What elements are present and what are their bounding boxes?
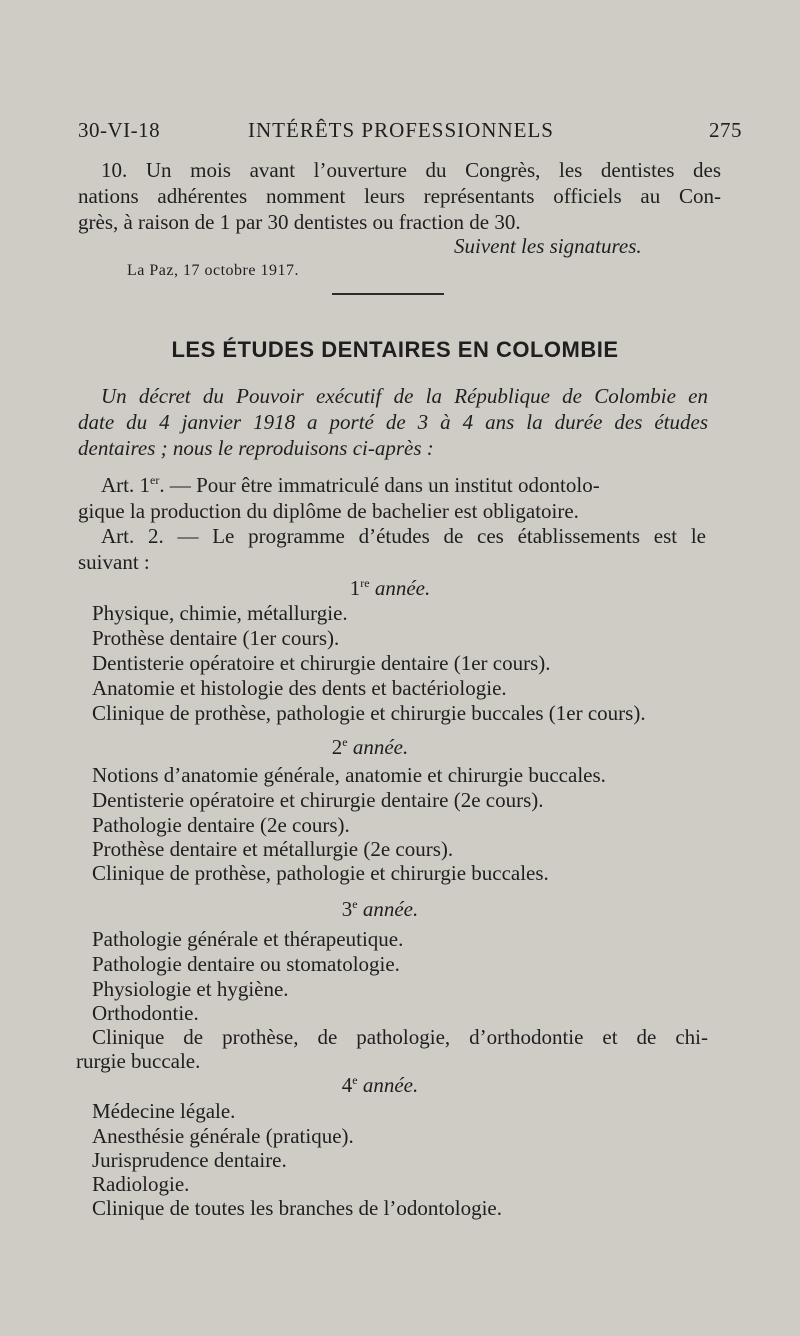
year-3-heading [310,896,450,922]
year-3-item: Orthodontie. [92,1001,199,1025]
page-number: 275 [709,118,742,142]
intro-line-3: grès, à raison de 1 par 30 dentistes ou fraction de 30. [78,210,521,234]
year-1-sup: re [360,576,370,590]
article-1-rest: . — Pour être immatriculé dans un institut odontolo- [159,473,600,497]
year-1-label: année. [374,576,431,600]
year-3-sup: e [352,897,358,911]
year-3-item: Physiologie et hygiène. [92,977,289,1001]
running-header [78,118,742,148]
place-date: La Paz, 17 octobre 1917. [127,262,299,279]
article-1-prefix: Art. 1 [101,473,150,497]
year-2-item: Dentisterie opératoire et chirurgie dentaire (2e cours). [92,788,544,812]
decree-line-1: Un décret du Pouvoir exécutif de la République de Colombie en [101,384,708,408]
article-1-line-1 [101,472,721,498]
year-4-item: Médecine légale. [92,1099,236,1123]
year-3-item: Pathologie dentaire ou stomatologie. [92,952,400,976]
year-4-heading [310,1072,450,1098]
year-2-item: Clinique de prothèse, pathologie et chirurgie buccales. [92,861,549,885]
header-date: 30-VI-18 [78,118,161,142]
year-1-item: Clinique de prothèse, pathologie et chirurgie buccales (1er cours). [92,701,646,725]
year-4-item: Anesthésie générale (pratique). [92,1124,354,1148]
year-4-item: Jurisprudence dentaire. [92,1148,287,1172]
year-1-item: Dentisterie opératoire et chirurgie dentaire (1er cours). [92,651,551,675]
year-1-item: Physique, chimie, métallurgie. [92,601,348,625]
intro-line-2: nations adhérentes nomment leurs représentants officiels au Con- [78,184,721,208]
intro-line-1: 10. Un mois avant l’ouverture du Congrès, les dentistes des [101,158,721,182]
article-1-sup: er [150,473,160,487]
year-3-num: 3 [341,897,353,921]
year-3-item: Pathologie générale et thérapeutique. [92,927,404,951]
year-2-item: Notions d’anatomie générale, anatomie et chirurgie buccales. [92,763,606,787]
year-3-item: Clinique de prothèse, de pathologie, d’orthodontie et de chi- [92,1025,708,1049]
year-3-label: année. [362,897,419,921]
year-2-item: Pathologie dentaire (2e cours). [92,813,350,837]
year-4-label: année. [362,1073,419,1097]
year-3-item: rurgie buccale. [76,1049,201,1073]
decree-line-2: date du 4 janvier 1918 a porté de 3 à 4 ans la durée des études [78,410,708,434]
year-1-item: Anatomie et histologie des dents et bactériologie. [92,676,507,700]
year-4-sup: e [352,1073,358,1087]
year-2-sup: e [342,735,348,749]
article-2-line-2: suivant : [78,550,150,574]
year-2-label: année. [352,735,409,759]
year-4-item: Radiologie. [92,1172,190,1196]
year-1-item: Prothèse dentaire (1er cours). [92,626,340,650]
year-4-item: Clinique de toutes les branches de l’odontologie. [92,1196,502,1220]
year-4-num: 4 [341,1073,353,1097]
year-1-heading [300,575,480,601]
article-1-line-2: gique la production du diplôme de bachelier est obligatoire. [78,499,579,523]
signatures-note: Suivent les signatures. [454,234,642,258]
year-2-item: Prothèse dentaire et métallurgie (2e cours). [92,837,454,861]
running-title: INTÉRÊTS PROFESSIONNELS [248,118,554,142]
year-2-heading [300,734,440,760]
section-title: LES ÉTUDES DENTAIRES EN COLOMBIE [171,337,619,362]
year-1-num: 1 [349,576,361,600]
section-divider [332,293,444,295]
decree-line-3: dentaires ; nous le reproduisons ci-après : [78,436,434,460]
article-2-line-1: Art. 2. — Le programme d’études de ces établissements est le [101,524,706,548]
year-2-num: 2 [331,735,343,759]
